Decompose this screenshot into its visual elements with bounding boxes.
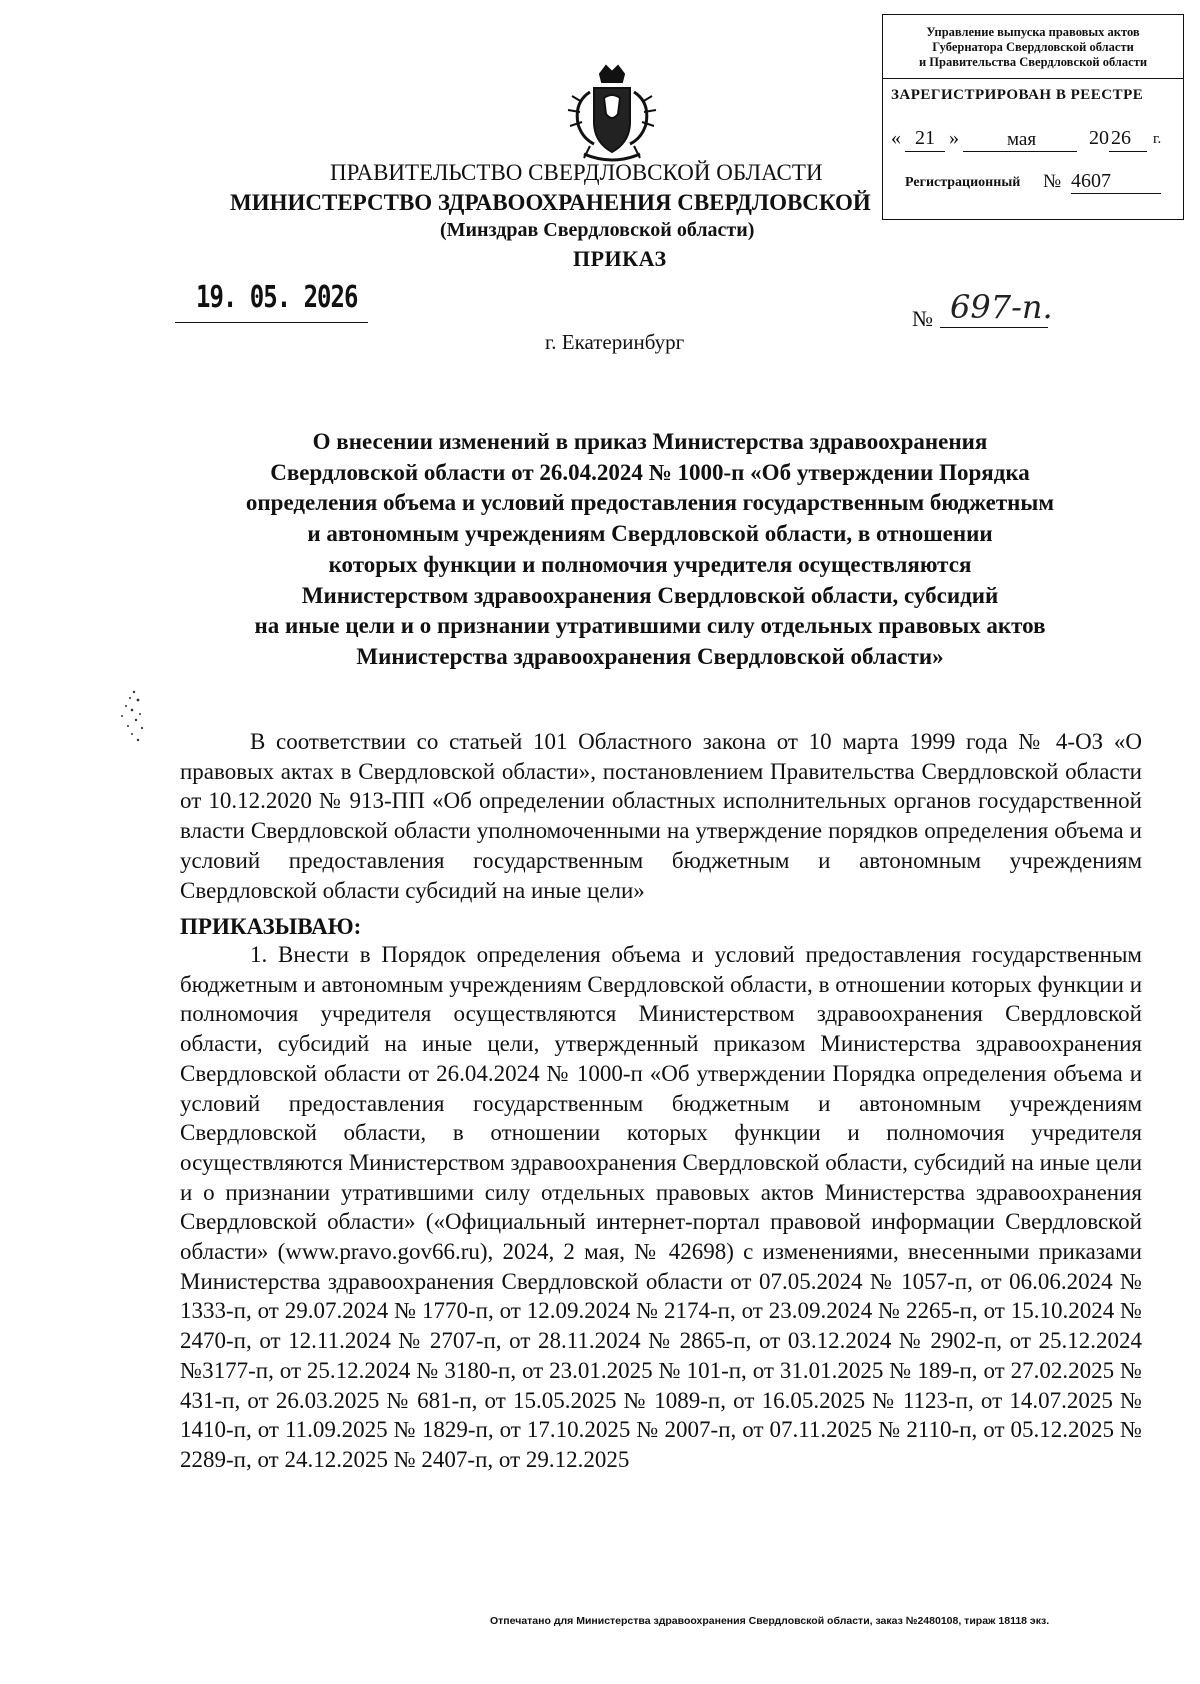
title-line: Министерства здравоохранения Свердловской области» [356,643,944,669]
coat-of-arms-icon [560,62,664,166]
stamp-year-prefix: 20 [1089,127,1109,149]
stamp-header-line: Управление выпуска правовых актов [926,25,1140,39]
order-number-sign: № [912,306,933,331]
document-title [190,427,1110,673]
stamp-open-quote: « [891,127,901,149]
ministry-short-name: (Минздрав Свердловской области) [440,219,755,241]
document-type: ПРИКАЗ [573,246,667,271]
item-1-paragraph: 1. Внести в Порядок определения объема и условий предоставления государственным бюджетным и автономным учреждениям Свердловской области, в отношении которых функции и полномочия учредителя осуществляются Министерством здравоохранения Свердловской области, субсидий на иные цели, утвержденный приказом Министерства здравоохранения Свердловской области от 26.04.2024 № 1000-п «Об утверждении Порядка определения объема и условий предоставления государственным бюджетным и автономным учреждениям Свердловской области, в отношении которых функции и полномочия учредителя осуществляются Министерством здравоохранения Свердловской области, субсидий на иные цели и о признании утратившими силу отдельных правовых актов Министерства здравоохранения Свердловской области» («Официальный интернет-портал правовой информации Свердловской области» (www.pravo.gov66.ru), 2024, 2 мая, № 42698) с изменениями, внесенными приказами Министерства здравоохранения Свердловской области от 07.05.2024 № 1057-п, от 06.06.2024 № 1333-п, от 29.07.2024 № 1770-п, от 12.09.2024 № 2174-п, от 23.09.2024 № 2265-п, от 15.10.2024 № 2470-п, от 12.11.2024 № 2707-п, от 28.11.2024 № 2865-п, от 03.12.2024 № 2902-п, от 25.12.2024 №3177-п, от 25.12.2024 № 3180-п, от 23.01.2025 № 101-п, от 31.01.2025 № 189-п, от 27.02.2025 № 431-п, от 26.03.2025 № 681-п, от 15.05.2025 № 1089-п, от 16.05.2025 № 1123-п, от 14.07.2025 № 1410-п, от 11.09.2025 № 1829-п, от 17.10.2025 № 2007-п, от 07.11.2025 № 2110-п, от 05.12.2025 № 2289-п, от 24.12.2025 № 2407-п, от 29.12.2025 [180,942,1142,1472]
stamp-header-line: и Правительства Свердловской области [918,55,1148,69]
order-number-handwritten: 697-п. [950,288,1053,326]
scan-artifact [112,688,162,748]
preamble-paragraph: В соответствии со статьей 101 Областного закона от 10 марта 1999 года № 4-ОЗ «О правовых актах в Свердловской области», постановлением Правительства Свердловской области от 10.12.2020 № 913-ПП «Об определении областных исполнительных органов государственной власти Свердловской области уполномоченными на утверждение порядков определения объема и условий предоставления государственным бюджетным и автономным учреждениям Свердловской области субсидий на иные цели» [180,729,1142,903]
title-line: и автономным учреждениям Свердловской области, в отношении [307,521,993,547]
registration-stamp [882,14,1184,220]
title-line: Свердловской области от 26.04.2024 № 1000-п «Об утверждении Порядка [270,459,1030,485]
title-line: определения объема и условий предоставления государственным бюджетным [245,490,1055,516]
command-word: ПРИКАЗЫВАЮ: [180,914,362,939]
stamp-header [883,15,1183,79]
title-line: которых функции и полномочия учредителя осуществляются [328,551,972,577]
stamp-year-mark: г. [1153,131,1162,147]
order-date-underline [175,322,368,323]
stamp-number: 4607 [1071,170,1161,194]
stamp-number-label: Регистрационный [905,175,1021,190]
stamp-close-quote: » [949,127,959,149]
stamp-header-line: Губернатора Свердловской области [932,40,1134,54]
title-line: на иные цели и о признании утратившими силу отдельных правовых актов [254,613,1046,639]
city: г. Екатеринбург [545,330,685,354]
order-date: 19. 05. 2026 [196,279,358,315]
order-number-underline [940,327,1048,328]
government-name: ПРАВИТЕЛЬСТВО СВЕРДЛОВСКОЙ ОБЛАСТИ [330,160,823,185]
print-footer: Отпечатано для Министерства здравоохранения Свердловской области, заказ №2480108, тираж 18118 экз. [490,1615,1050,1627]
stamp-registered-label: ЗАРЕГИСТРИРОВАН В РЕЕСТРЕ [891,87,1144,103]
stamp-year-suffix: 26 [1111,127,1131,149]
title-line: Министерством здравоохранения Свердловской области, субсидий [301,582,999,608]
title-line: О внесении изменений в приказ Министерства здравоохранения [312,429,988,454]
stamp-number-sign: № [1043,171,1062,192]
ministry-name: МИНИСТЕРСТВО ЗДРАВООХРАНЕНИЯ СВЕРДЛОВСКОЙ [230,190,871,215]
stamp-month: мая [1007,129,1037,150]
stamp-day: 21 [915,127,935,149]
